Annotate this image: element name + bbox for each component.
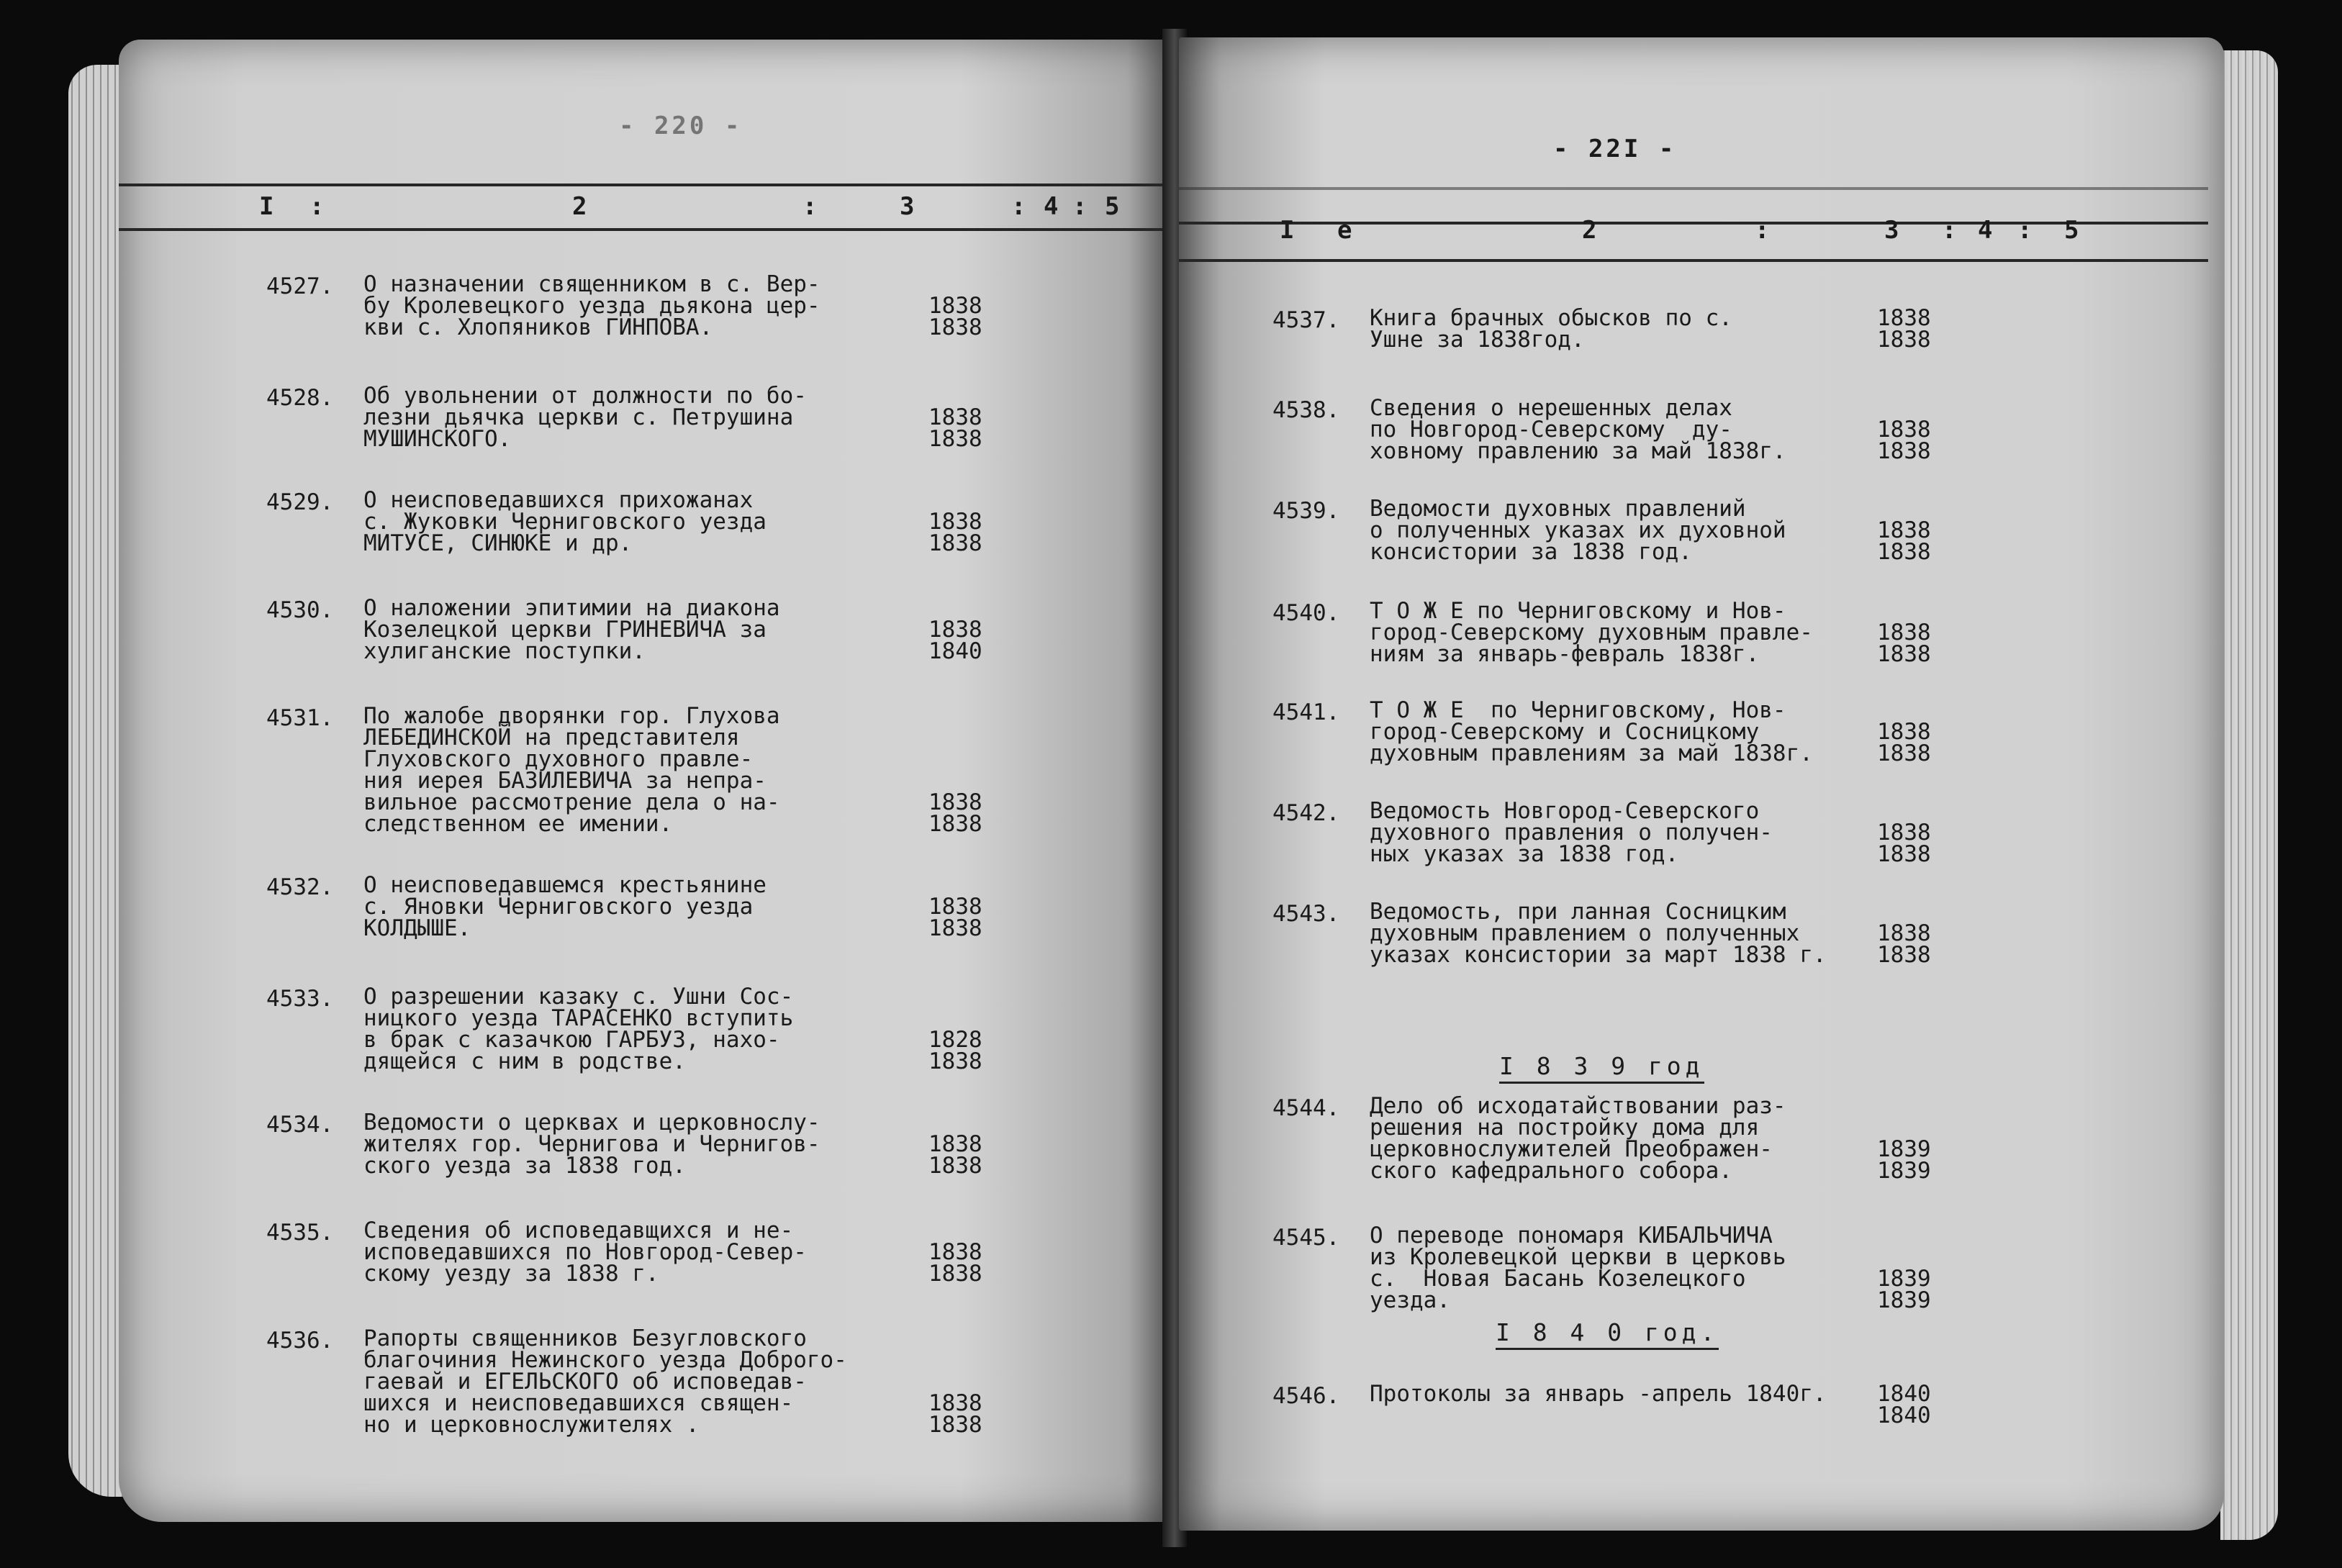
header-rule-bottom — [1179, 259, 2208, 262]
entry-text-line: ского уезда за 1838 год. — [363, 1153, 686, 1179]
entry-end-year: 1838 — [928, 426, 982, 452]
entry-text-line: Протоколы за январь -апрель 1840г. — [1370, 1381, 1827, 1407]
header-sep: : — [1942, 216, 1957, 245]
header-sep: : — [309, 192, 325, 221]
entry-end-year: 1838 — [928, 530, 982, 556]
entry-text-line: в брак с казачкою ГАРБУЗ, нахо- — [363, 1027, 780, 1053]
entry-text-line: консистории за 1838 год. — [1370, 539, 1692, 565]
header-col-5: 5 — [1105, 192, 1120, 221]
entry-text-line: Рапорты священников Безугловского — [363, 1325, 807, 1351]
entry-text-line: МУШИНСКОГО. — [363, 426, 512, 452]
entry-number: 4546. — [1272, 1383, 1340, 1409]
entry-number: 4534. — [266, 1112, 334, 1138]
entry-text-line: Дело об исходатайствовании раз- — [1370, 1093, 1786, 1119]
entry-text-line: кви с. Хлопяников ГИНПОВА. — [363, 314, 713, 340]
header-col-2: 2 — [1582, 216, 1597, 245]
entry-text-line: из Кролевецкой церкви в церковь — [1370, 1244, 1786, 1270]
entry-text-line: ния иерея БАЗИЛЕВИЧА за непра- — [363, 768, 767, 794]
entry-start-year: 1839 — [1877, 1266, 1931, 1292]
entry-number: 4535. — [266, 1220, 334, 1246]
entry-start-year: 1838 — [1877, 305, 1931, 331]
header-sep: : — [1755, 216, 1770, 245]
entry-text-line: По жалобе дворянки гор. Глухова — [363, 703, 780, 729]
entry-end-year: 1840 — [1877, 1402, 1931, 1428]
right-page-stack — [2220, 50, 2278, 1540]
entry-text-line: О неисповедавшемся крестьянине — [363, 872, 767, 898]
entry-text-line: указах консистории за март 1838 г. — [1370, 942, 1827, 968]
entry-text-line: Ведомость, при ланная Сосницким — [1370, 899, 1786, 925]
entry-number: 4537. — [1272, 307, 1340, 333]
entry-text-line: ховному правлению за май 1838г. — [1370, 438, 1786, 464]
entry-text-line: решения на постройку дома для — [1370, 1115, 1760, 1141]
entry-end-year: 1838 — [1877, 942, 1931, 968]
entry-text-line: шихся и неисповедавшихся священ- — [363, 1390, 794, 1416]
entry-start-year: 1828 — [928, 1027, 982, 1053]
entry-number: 4545. — [1272, 1225, 1340, 1251]
left-page — [119, 40, 1170, 1522]
entry-start-year: 1838 — [928, 894, 982, 920]
entry-text-line: жителях гор. Чернигова и Чернигов- — [363, 1131, 820, 1157]
entry-start-year: 1838 — [1877, 719, 1931, 745]
entry-text-line: лезни дьячка церкви с. Петрушина — [363, 404, 794, 430]
entry-start-year: 1838 — [928, 293, 982, 319]
left-page-stack — [68, 65, 126, 1497]
entry-text-line: духовного правления о получен- — [1370, 820, 1773, 846]
entry-number: 4532. — [266, 874, 334, 900]
entry-start-year: 1838 — [928, 1131, 982, 1157]
entry-text-line: бу Кролевецкого уезда дьякона цер- — [363, 293, 820, 319]
entry-number: 4533. — [266, 986, 334, 1012]
entry-text-line: Сведения о нерешенных делах — [1370, 395, 1732, 421]
entry-start-year: 1838 — [928, 1239, 982, 1265]
entry-number: 4544. — [1272, 1095, 1340, 1121]
entry-number: 4541. — [1272, 699, 1340, 725]
entry-text-line: Сведения об исповедавщихся и не- — [363, 1218, 794, 1243]
entry-start-year: 1838 — [928, 509, 982, 535]
entry-number: 4542. — [1272, 800, 1340, 826]
entry-text-line: О наложении эпитимии на диакона — [363, 595, 780, 621]
header-sep: : — [2017, 216, 2033, 245]
entry-number: 4543. — [1272, 901, 1340, 927]
entry-text-line: духовным правлениям за май 1838г. — [1370, 740, 1813, 766]
entry-text-line: церковнослужителей Преображен- — [1370, 1136, 1773, 1162]
entry-text-line: Ведомости о церквах и церковнослу- — [363, 1110, 820, 1136]
header-col-4: 4 — [1978, 216, 1993, 245]
header-col-4: 4 — [1044, 192, 1059, 221]
entry-number: 4536. — [266, 1328, 334, 1354]
entry-text-line: Т О Ж Е по Черниговскому и Нов- — [1370, 598, 1786, 624]
entry-number: 4528. — [266, 385, 334, 411]
entry-text-line: КОЛДЫШЕ. — [363, 915, 471, 941]
entry-text-line: О назначении священником в с. Вер- — [363, 271, 820, 297]
entry-start-year: 1838 — [928, 404, 982, 430]
entry-start-year: 1838 — [1877, 517, 1931, 543]
right-page — [1179, 37, 2224, 1531]
entry-text-line: скому уезду за 1838 г. — [363, 1261, 659, 1287]
entry-text-line: Книга брачных обысков по с. — [1370, 305, 1732, 331]
entry-text-line: но и церковнослужителях . — [363, 1412, 700, 1438]
header-col-1: I — [1280, 216, 1295, 245]
year-heading-1840: I 8 4 0 год. — [1496, 1318, 1719, 1350]
entry-text-line: О неисповедавшихся прихожанах — [363, 487, 754, 513]
entry-start-year: 1838 — [1877, 820, 1931, 846]
entry-text-line: город-Северскому и Сосницкому — [1370, 719, 1760, 745]
entry-end-year: 1838 — [1877, 641, 1931, 667]
header-rule-mid — [1179, 222, 2208, 225]
entry-start-year: 1838 — [928, 1390, 982, 1416]
entry-number: 4529. — [266, 489, 334, 515]
header-sep: : — [1011, 192, 1026, 221]
entry-text-line: уезда. — [1370, 1287, 1450, 1313]
entry-text-line: гаевай и ЕГЕЛЬСКОГО об исповедав- — [363, 1369, 807, 1395]
year-heading-1839: I 8 3 9 год — [1499, 1052, 1704, 1084]
header-rule-top — [119, 183, 1170, 186]
entry-end-year: 1838 — [928, 1412, 982, 1438]
entry-end-year: 1838 — [928, 1153, 982, 1179]
entry-text-line: ницкого уезда ТАРАСЕНКО вступить — [363, 1005, 794, 1031]
entry-text-line: Ведомость Новгород-Северского — [1370, 798, 1760, 824]
entry-text-line: ЛЕБЕДИНСКОЙ на представителя — [363, 725, 740, 751]
entry-text-line: исповедавшихся по Новгород-Север- — [363, 1239, 807, 1265]
page-number: - 220 - — [619, 112, 743, 140]
entry-end-year: 1840 — [928, 638, 982, 664]
entry-end-year: 1838 — [928, 314, 982, 340]
entry-text-line: вильное рассмотрение дела о на- — [363, 789, 780, 815]
entry-end-year: 1838 — [1877, 327, 1931, 353]
header-col-2: 2 — [572, 192, 587, 221]
entry-text-line: дящейся с ним в родстве. — [363, 1048, 686, 1074]
entry-text-line: следственном ее имении. — [363, 811, 673, 837]
entry-number: 4527. — [266, 273, 334, 299]
entry-text-line: хулиганские поступки. — [363, 638, 646, 664]
entry-start-year: 1840 — [1877, 1381, 1931, 1407]
header-rule-bottom — [119, 228, 1170, 231]
entry-text-line: духовным правлением о полученных — [1370, 920, 1800, 946]
header-sep: : — [802, 192, 818, 221]
entry-start-year: 1839 — [1877, 1136, 1931, 1162]
entry-text-line: ниям за январь-февраль 1838г. — [1370, 641, 1760, 667]
entry-text-line: О переводе пономаря КИБАЛЬЧИЧА — [1370, 1223, 1773, 1248]
entry-text-line: благочиния Нежинского уезда Доброго- — [363, 1347, 847, 1373]
entry-end-year: 1838 — [928, 1261, 982, 1287]
entry-start-year: 1838 — [1877, 417, 1931, 443]
entry-text-line: о полученных указах их духовной — [1370, 517, 1786, 543]
header-sep: : — [1072, 192, 1088, 221]
entry-end-year: 1838 — [1877, 841, 1931, 867]
entry-start-year: 1838 — [928, 617, 982, 643]
entry-text-line: ского кафедрального собора. — [1370, 1158, 1732, 1184]
entry-end-year: 1838 — [1877, 740, 1931, 766]
entry-text-line: Глуховского духовного правле- — [363, 746, 754, 772]
header-col-5: 5 — [2064, 216, 2079, 245]
header-col-3: 3 — [900, 192, 915, 221]
entry-start-year: 1838 — [1877, 620, 1931, 645]
entry-text-line: Т О Ж Е по Черниговскому, Нов- — [1370, 697, 1786, 723]
entry-text-line: Ведомости духовных правлений — [1370, 496, 1746, 522]
entry-end-year: 1838 — [1877, 539, 1931, 565]
entry-text-line: Козелецкой церкви ГРИНЕВИЧА за — [363, 617, 767, 643]
entry-start-year: 1838 — [1877, 920, 1931, 946]
entry-text-line: МИТУСЕ, СИНЮКЕ и др. — [363, 530, 633, 556]
entry-text-line: О разрешении казаку с. Ушни Сос- — [363, 984, 794, 1010]
entry-text-line: Ушне за 1838год. — [1370, 327, 1585, 353]
entry-end-year: 1838 — [928, 811, 982, 837]
entry-text-line: с. Яновки Черниговского уезда — [363, 894, 754, 920]
entry-number: 4538. — [1272, 397, 1340, 423]
entry-text-line: город-Северскому духовным правле- — [1370, 620, 1813, 645]
entry-start-year: 1838 — [928, 789, 982, 815]
entry-text-line: с. Новая Басань Козелецкого — [1370, 1266, 1746, 1292]
entry-end-year: 1839 — [1877, 1287, 1931, 1313]
entry-text-line: Об увольнении от должности по бо- — [363, 383, 807, 409]
header-sep: е — [1337, 216, 1352, 245]
header-rule-top — [1179, 187, 2208, 190]
entry-end-year: 1838 — [928, 1048, 982, 1074]
entry-end-year: 1838 — [1877, 438, 1931, 464]
entry-text-line: с. Жуковки Черниговского уезда — [363, 509, 767, 535]
entry-text-line: ных указах за 1838 год. — [1370, 841, 1679, 867]
header-col-1: I — [259, 192, 274, 221]
entry-number: 4539. — [1272, 498, 1340, 524]
entry-text-line: по Новгород-Северскому ду- — [1370, 417, 1732, 443]
page-number: - 22I - — [1553, 135, 1677, 163]
header-col-3: 3 — [1884, 216, 1899, 245]
entry-end-year: 1838 — [928, 915, 982, 941]
entry-number: 4530. — [266, 597, 334, 623]
entry-number: 4540. — [1272, 600, 1340, 626]
entry-number: 4531. — [266, 705, 334, 731]
entry-end-year: 1839 — [1877, 1158, 1931, 1184]
